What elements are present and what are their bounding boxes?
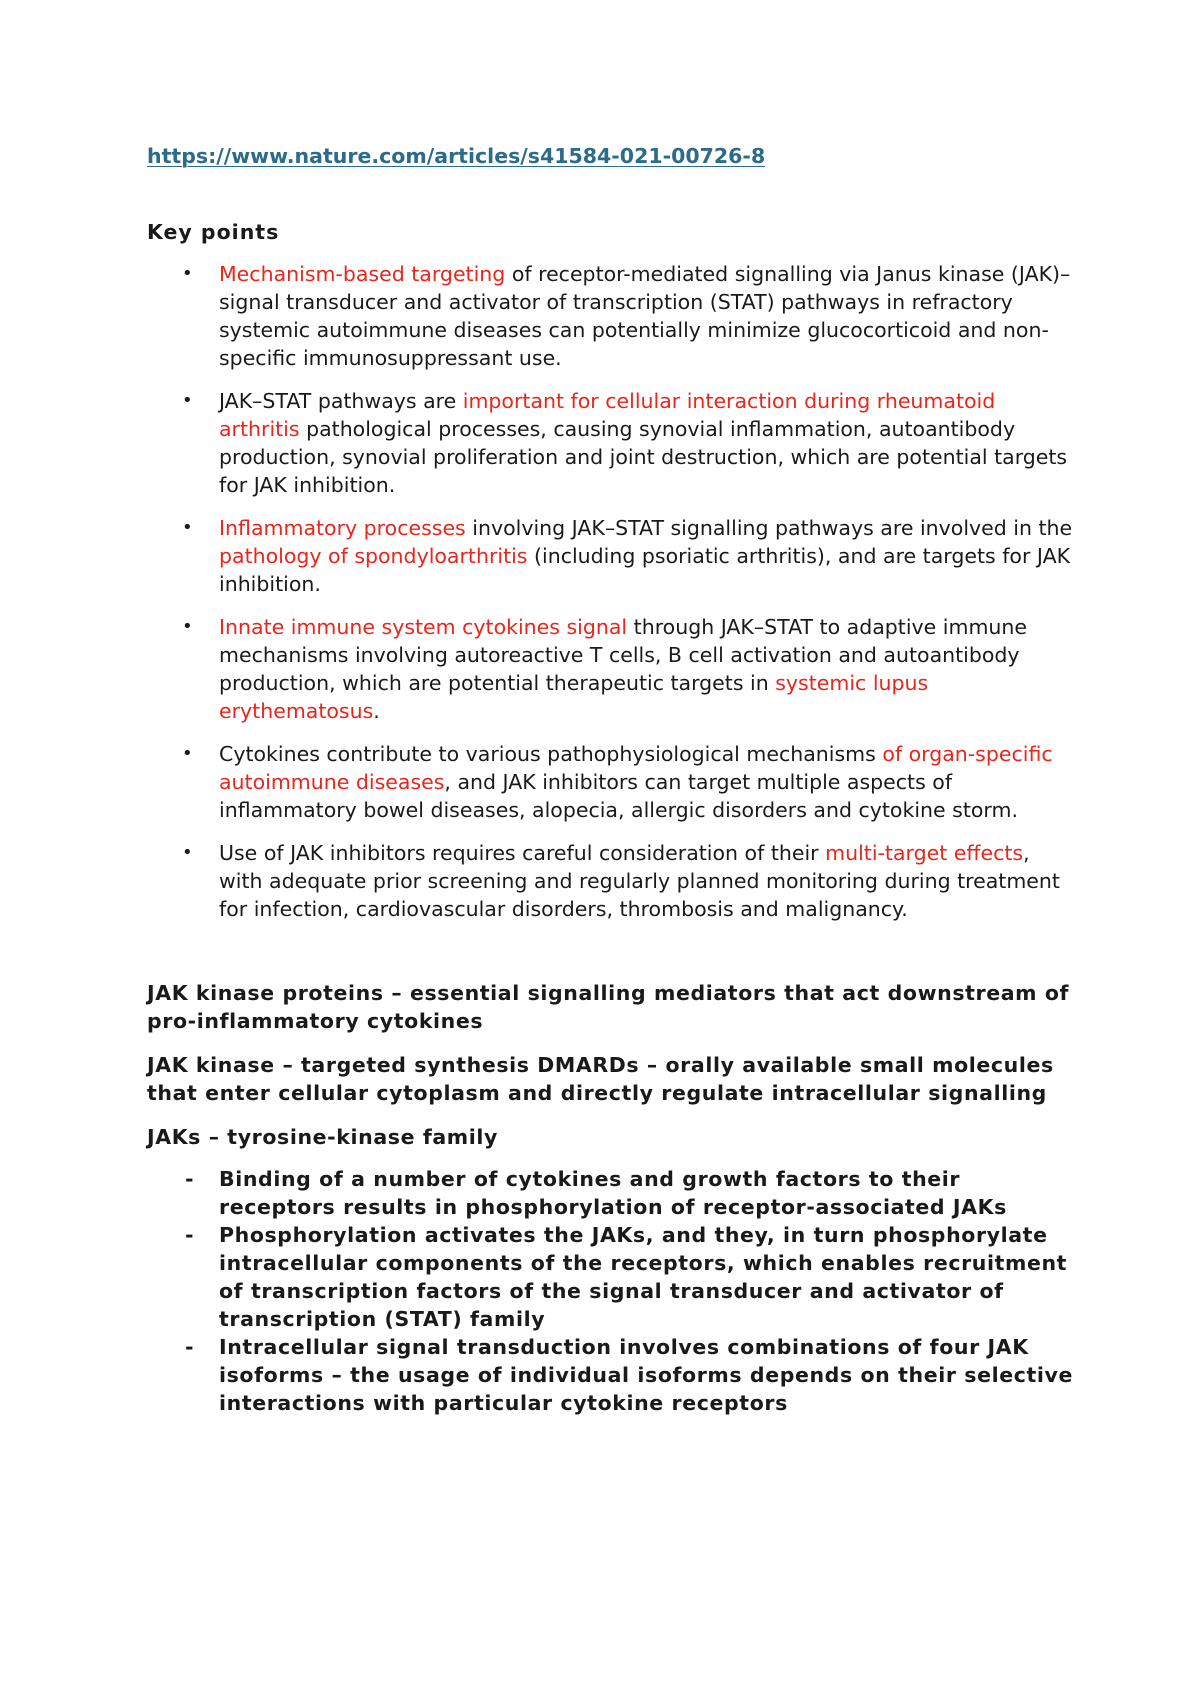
dash-icon: - — [185, 1223, 195, 1247]
body-text: , with adequate prior screening and regularly planned monitoring during treatment for infection, cardiovascular disorders, thrombosis and malignancy. — [219, 841, 1060, 921]
bullet-icon: • — [182, 263, 193, 284]
article-link[interactable]: https://www.nature.com/articles/s41584-021-00726-8 — [147, 144, 766, 168]
key-points-list — [147, 260, 1077, 923]
dash-icon: - — [185, 1335, 195, 1359]
bullet-icon: • — [182, 616, 193, 637]
key-point-item — [147, 387, 1077, 499]
key-point-item — [147, 613, 1077, 725]
section-jak-kinase-proteins: JAK kinase proteins – essential signalling mediators that act downstream of pro-inflammatory cytokines — [147, 981, 1070, 1033]
body-text: Use of JAK inhibitors requires careful consideration of their — [219, 841, 826, 865]
highlighted-text: of organ-specific autoimmune diseases — [219, 742, 1053, 794]
body-text: of receptor-mediated signalling via Janus kinase (JAK)–signal transducer and activator of transcription (STAT) pathways in refractory systemic autoimmune diseases can potentially minimize glucocorticoid and non-specific immunosuppressant use. — [219, 262, 1071, 370]
bullet-icon: • — [182, 842, 193, 863]
body-text: Cytokines contribute to various pathophysiological mechanisms — [219, 742, 883, 766]
bullet-icon: • — [182, 517, 193, 538]
jak-fact-text: Phosphorylation activates the JAKs, and they, in turn phosphorylate intracellular components of the receptors, which enables recruitment of transcription factors of the signal transducer and activator of transcription (STAT) family — [219, 1223, 1068, 1331]
section-jaks-heading: JAKs – tyrosine-kinase family — [147, 1125, 498, 1149]
highlighted-text: multi-target effects — [825, 841, 1024, 865]
body-text: , and JAK inhibitors can target multiple aspects of inflammatory bowel diseases, alopecia, allergic disorders and cytokine storm. — [219, 770, 1018, 822]
highlighted-text: Innate immune system cytokines signal — [219, 615, 628, 639]
body-text: involving JAK–STAT signalling pathways are involved in the — [465, 516, 1073, 540]
key-point-item — [147, 260, 1077, 372]
highlighted-text: systemic lupus erythematosus — [219, 671, 929, 723]
key-point-item — [147, 740, 1077, 824]
key-points-heading: Key points — [147, 220, 280, 244]
key-point-item — [147, 514, 1077, 598]
section-jak-kinase-dmards: JAK kinase – targeted synthesis DMARDs – orally available small molecules that enter cellular cytoplasm and directly regulate intracellular signalling — [147, 1053, 1054, 1105]
body-text: through JAK–STAT to adaptive immune mechanisms involving autoreactive T cells, B cell activation and autoantibody production, which are potential therapeutic targets in — [219, 615, 1028, 695]
body-text: JAK–STAT pathways are — [219, 389, 463, 413]
body-text: (including psoriatic arthritis), and are targets for JAK inhibition. — [219, 544, 1071, 596]
document-body — [147, 142, 1077, 1417]
jak-fact-item — [147, 1333, 1077, 1417]
body-text: pathological processes, causing synovial inflammation, autoantibody production, synovial proliferation and joint destruction, which are potential targets for JAK inhibition. — [219, 417, 1068, 497]
jak-fact-item — [147, 1165, 1077, 1221]
dash-icon: - — [185, 1167, 195, 1191]
jak-fact-text: Intracellular signal transduction involves combinations of four JAK isoforms – the usage of individual isoforms depends on their selective interactions with particular cytokine receptors — [219, 1335, 1073, 1415]
highlighted-text: Mechanism-based targeting — [219, 262, 506, 286]
highlighted-text: pathology of spondyloarthritis — [219, 544, 528, 568]
highlighted-text: Inflammatory processes — [219, 516, 466, 540]
bullet-icon: • — [182, 390, 193, 411]
highlighted-text: important for cellular interaction during rheumatoid arthritis — [219, 389, 996, 441]
jaks-dash-list — [147, 1165, 1077, 1417]
key-point-item — [147, 839, 1077, 923]
jak-fact-text: Binding of a number of cytokines and growth factors to their receptors results in phosphorylation of receptor-associated JAKs — [219, 1167, 1007, 1219]
body-text: . — [373, 699, 380, 723]
bullet-icon: • — [182, 743, 193, 764]
jak-fact-item — [147, 1221, 1077, 1333]
